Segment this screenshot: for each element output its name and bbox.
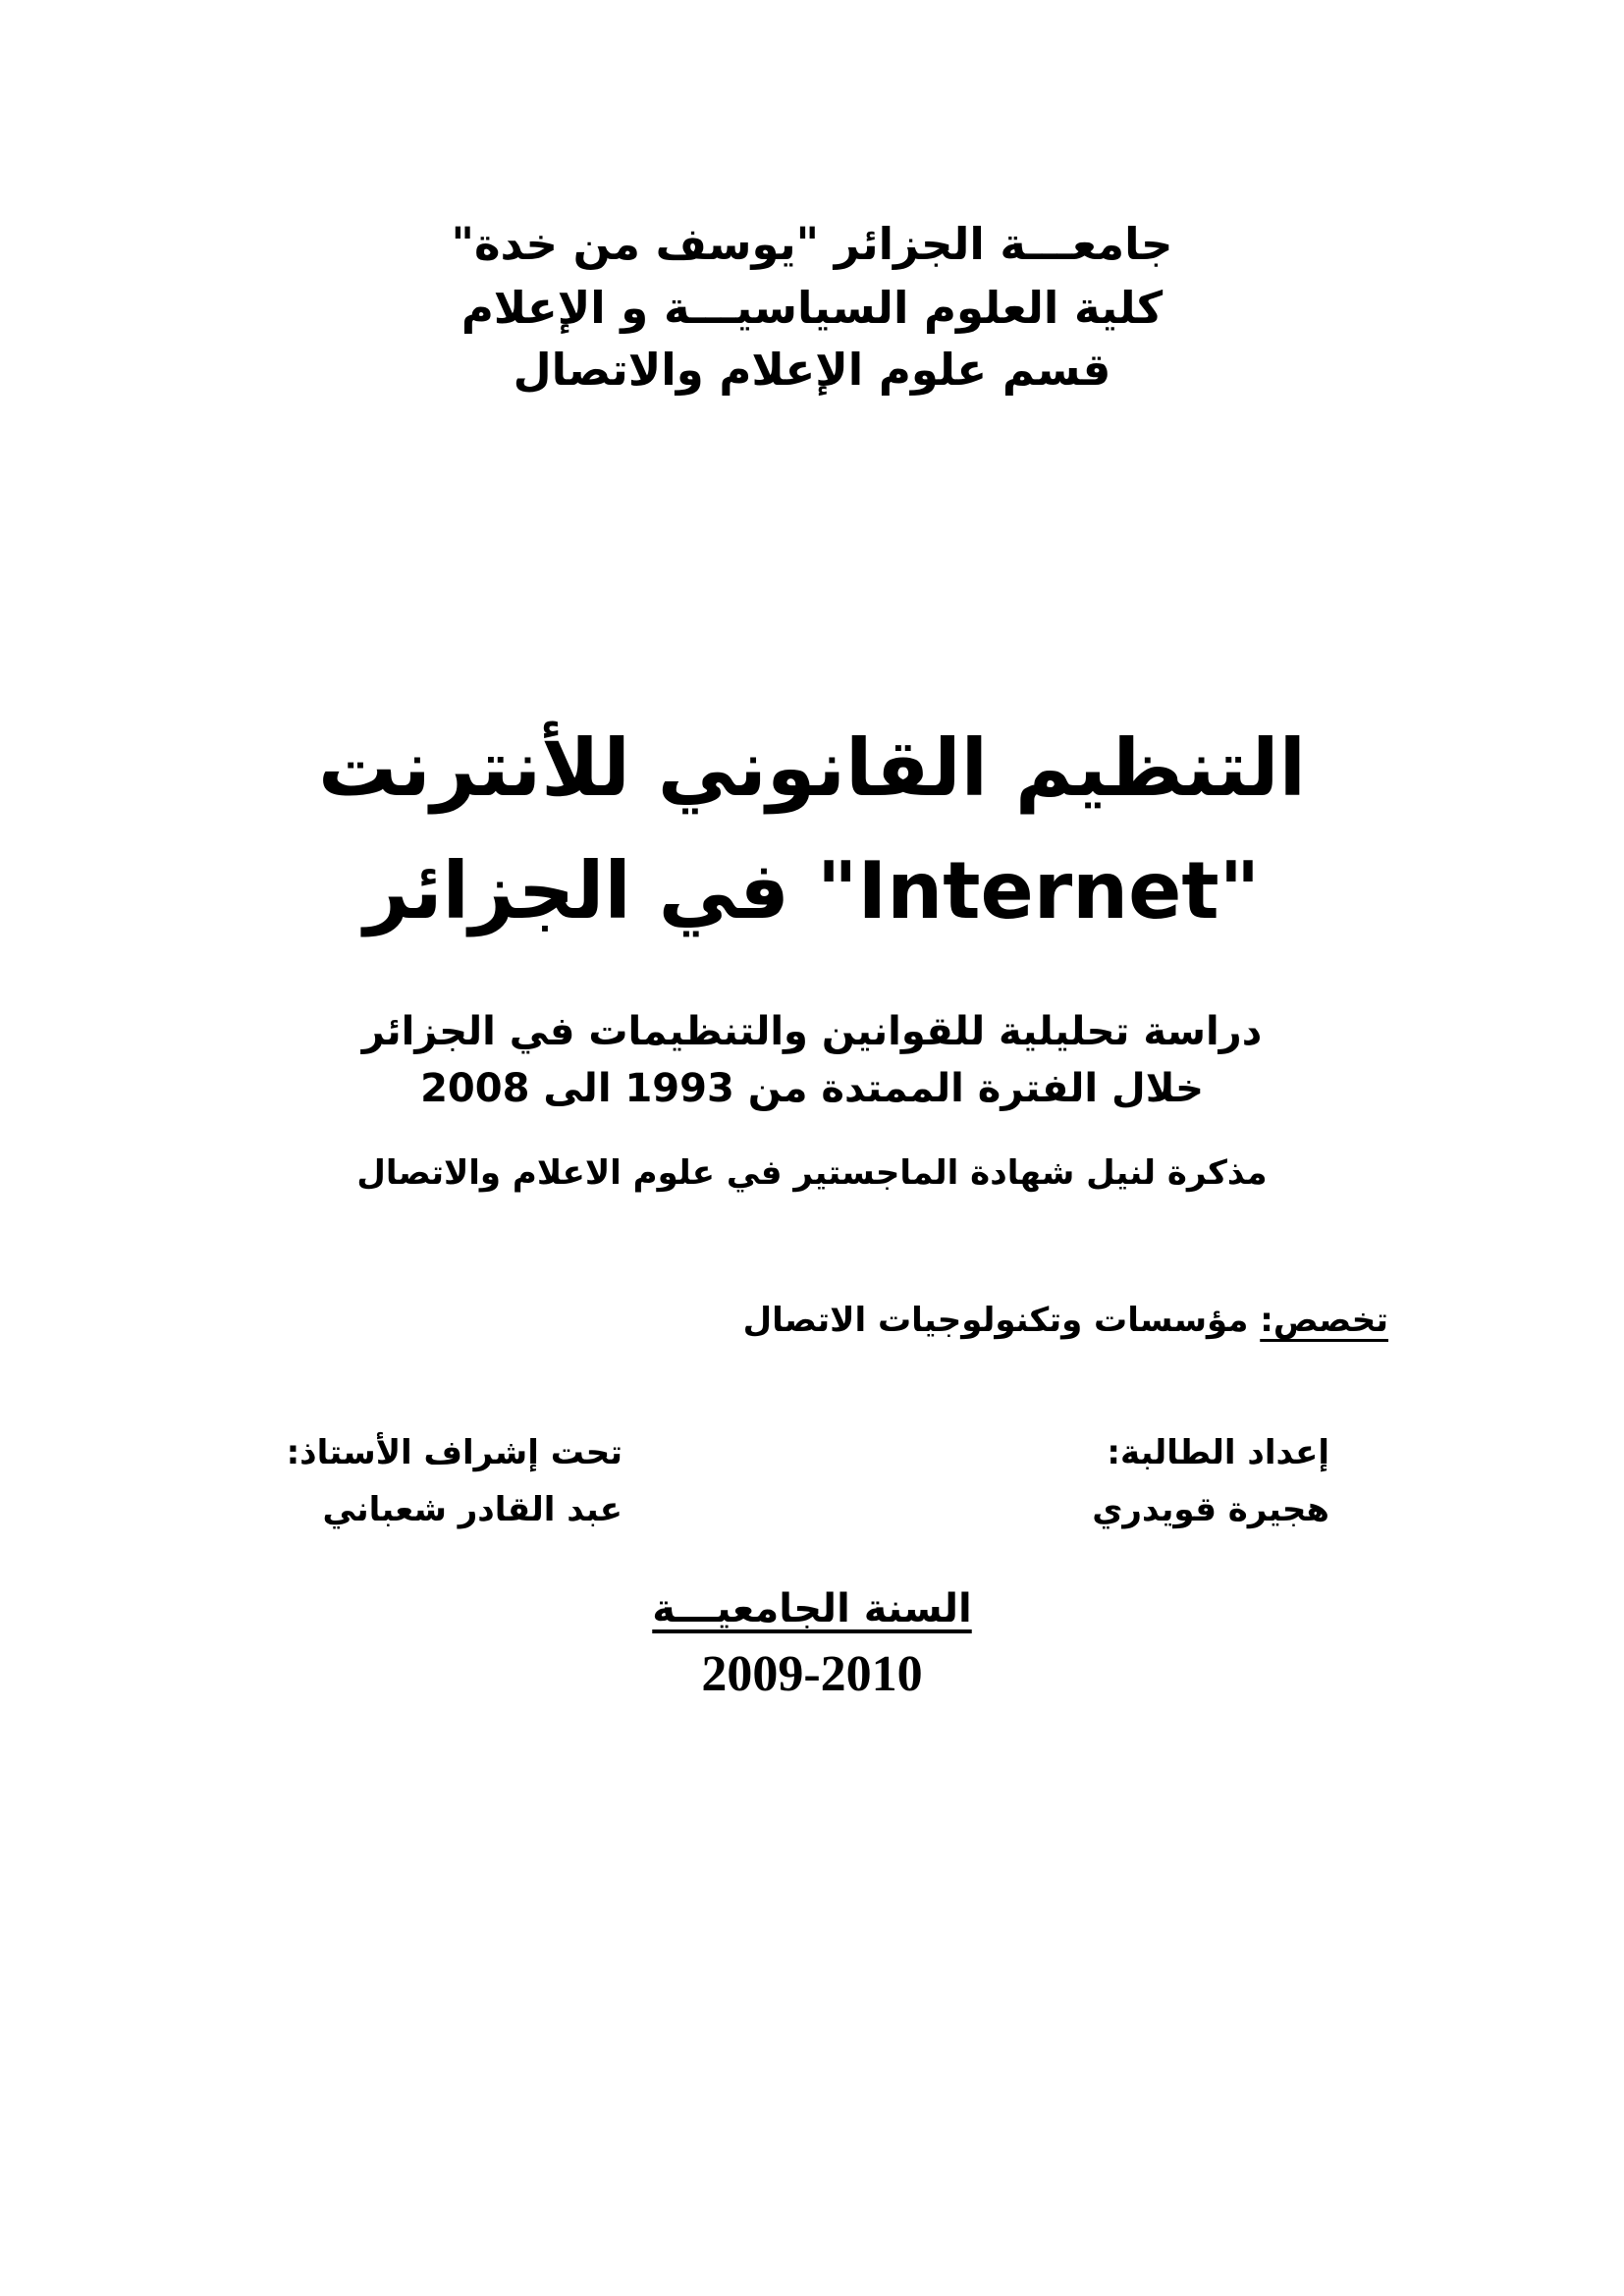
thesis-subtitle-line2: خلال الفترة الممتدة من 1993 الى 2008 (420, 1066, 1204, 1111)
specialization-label: تخصص: (1260, 1301, 1388, 1340)
degree-purpose: مذكرة لنيل شهادة الماجستير في علوم الاعلام والاتصال (356, 1153, 1268, 1193)
thesis-subtitle-line1: دراسة تحليلية للقوانين والتنظيمات في الجزائر (361, 1009, 1263, 1054)
academic-year-label: السنة الجامعيـــة (652, 1586, 972, 1631)
student-name: هجيرة قويدري (1092, 1490, 1329, 1529)
supervisor-name: عبد القادر شعباني (322, 1490, 623, 1529)
department-name: قسم علوم الإعلام والاتصال (513, 344, 1111, 396)
supervisor-label: تحت إشراف الأستاذ: (286, 1433, 623, 1472)
thesis-title-line2: "Internet" في الجزائر (363, 845, 1261, 936)
university-name: جامعـــة الجزائر "يوسف من خدة" (451, 218, 1173, 270)
specialization (743, 1301, 1388, 1341)
thesis-title-line1: التنظيم القانوني للأنترنت (317, 722, 1306, 814)
faculty-name: كلية العلوم السياسيـــة و الإعلام (460, 282, 1164, 334)
specialization-value: مؤسسات وتكنولوجيات الاتصال (742, 1301, 1249, 1340)
academic-year-value: 2009-2010 (701, 1646, 923, 1702)
student-label: إعداد الطالبة: (1107, 1433, 1329, 1472)
